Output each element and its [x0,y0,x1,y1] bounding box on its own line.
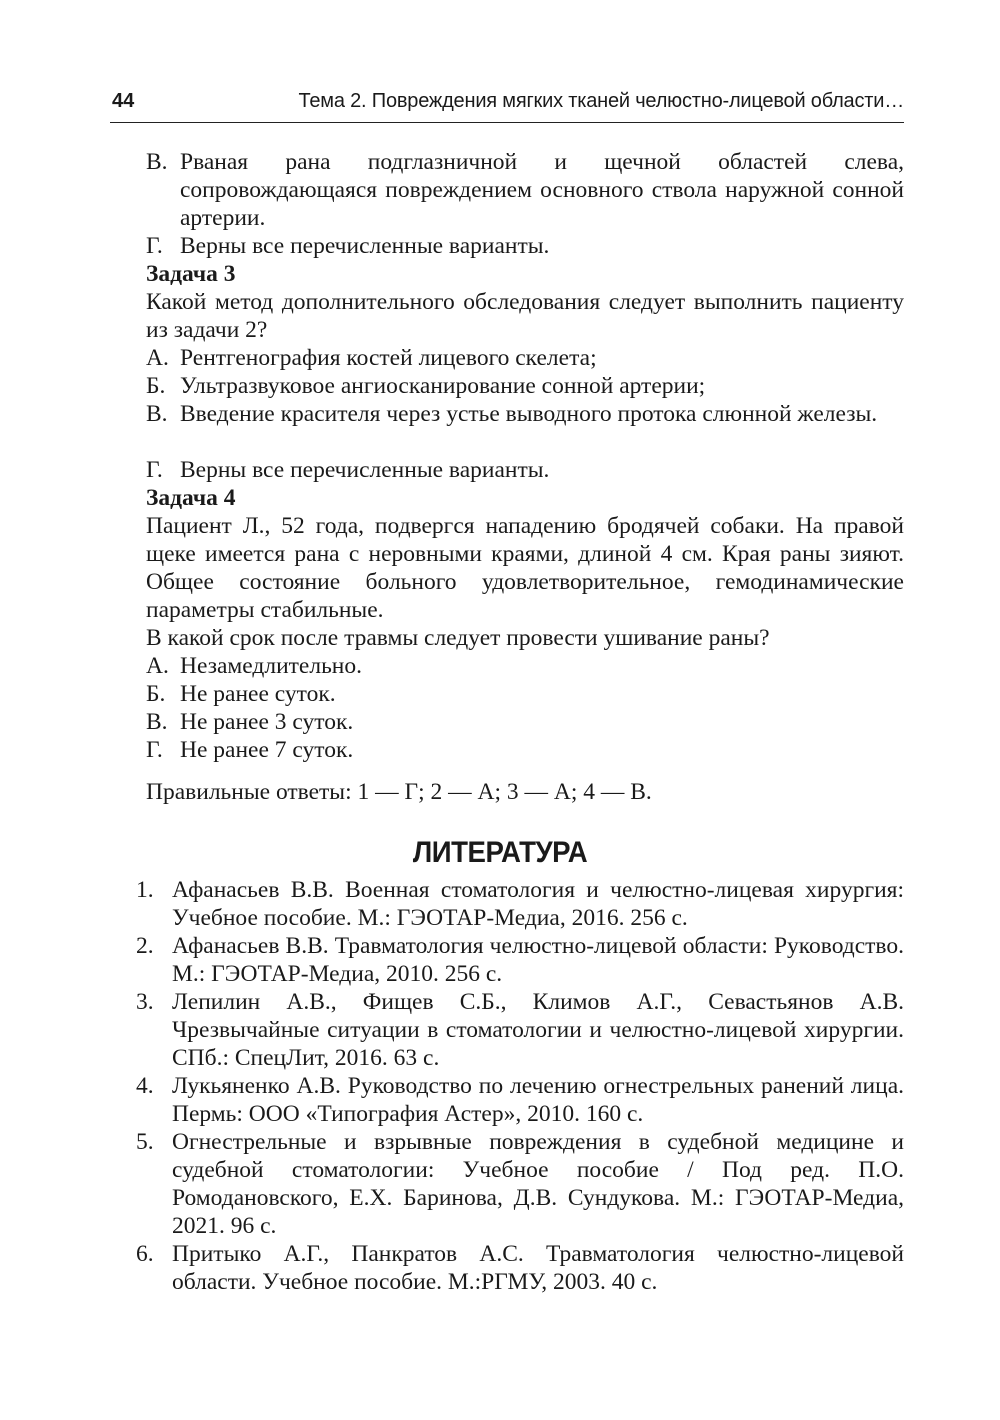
task4-case: Пациент Л., 52 года, подвергся нападению бродячей собаки. На правой щеке имеется рана с неровными краями, длиной 4 см. Края раны зияют. Общее состояние больного удовлетворительное, гемодинамические параметры стабильные. [146,513,904,623]
task3-option-b [146,372,904,400]
option-text: Не ранее 3 суток. [180,709,354,735]
literature-item-text: Афанасьев В.В. Травматология челюстно-лицевой области: Руководство. М.: ГЭОТАР-Медиа, 2010. 256 с. [172,933,904,987]
option-text: Рваная рана подглазничной и щечной областей слева, сопровождающаяся повреждением основного ствола наружной сонной артерии. [180,149,904,231]
task3-question: Какой метод дополнительного обследования следует выполнить пациенту из задачи 2? [146,289,904,343]
task3-option-g [146,456,904,484]
option-text: Ультразвуковое ангиосканирование сонной артерии; [180,373,706,399]
task3-option-v [146,400,904,428]
task4-option-b [146,680,904,708]
running-title: Тема 2. Повреждения мягких тканей челюстно-лицевой области… [298,90,904,112]
option-text: Верны все перечисленные варианты. [180,233,550,259]
literature-item [136,1240,904,1296]
literature-item-text: Притыко А.Г., Панкратов А.С. Травматология челюстно-лицевой области. Учебное пособие. М.:РГМУ, 2003. 40 с. [172,1241,904,1295]
option-letter: В. [146,401,168,427]
literature-item [136,1128,904,1240]
option-letter: Г. [146,737,163,763]
option-text: Рентгенография костей лицевого скелета; [180,345,597,371]
option-text: Введение красителя через устье выводного протока слюнной железы. [180,401,878,427]
task3-option-a [146,344,904,372]
option-text: Верны все перечисленные варианты. [180,457,550,483]
option-letter: Г. [146,233,163,259]
task4-question: В какой срок после травмы следует провести ушивание раны? [146,625,770,651]
task2-option-v [146,148,904,232]
task4-option-a [146,652,904,680]
correct-answers: Правильные ответы: 1 — Г; 2 — А; 3 — А; 4 — В. [146,779,652,805]
option-letter: Г. [146,457,163,483]
option-text: Не ранее 7 суток. [180,737,354,763]
task4-option-v [146,708,904,736]
literature-item [136,988,904,1072]
option-letter: В. [146,709,168,735]
literature-item-number: 2. [136,933,154,959]
option-letter: Б. [146,373,166,399]
page-header [110,84,904,123]
literature-item-text: Огнестрельные и взрывные повреждения в судебной медицине и судебной стоматологии: Учебное пособие / Под ред. П.О. Ромодановского, Е.Х. Баринова, Д.В. Сундукова. М.: ГЭОТАР-Медиа, 2021. 96 с. [172,1129,904,1239]
literature-item-text: Лепилин А.В., Фищев С.Б., Климов А.Г., Севастьянов А.В. Чрезвычайные ситуации в стоматологии и челюстно-лицевой хирургии. СПб.: СпецЛит, 2016. 63 с. [172,989,904,1071]
literature-item-text: Афанасьев В.В. Военная стоматология и челюстно-лицевая хирургия: Учебное пособие. М.: ГЭОТАР-Медиа, 2016. 256 с. [172,877,904,931]
option-letter: А. [146,653,169,679]
option-text: Незамедлительно. [180,653,362,679]
literature-item-number: 1. [136,877,154,903]
task4-option-g [146,736,904,764]
literature-item [136,932,904,988]
task2-option-g [146,232,904,260]
literature-item-number: 6. [136,1241,154,1267]
literature-item-text: Лукьяненко А.В. Руководство по лечению огнестрельных ранений лица. Пермь: ООО «Типография Астер», 2010. 160 с. [172,1073,904,1127]
option-letter: А. [146,345,169,371]
task3-title: Задача 3 [146,261,236,287]
option-letter: Б. [146,681,166,707]
literature-heading: ЛИТЕРАТУРА [412,836,588,869]
literature-item [136,876,904,932]
literature-item-number: 5. [136,1129,154,1155]
page-number: 44 [112,90,135,112]
option-text: Не ранее суток. [180,681,336,707]
literature-item-number: 4. [136,1073,154,1099]
literature-item-number: 3. [136,989,154,1015]
literature-item [136,1072,904,1128]
option-letter: В. [146,149,168,175]
task4-title: Задача 4 [146,485,236,511]
